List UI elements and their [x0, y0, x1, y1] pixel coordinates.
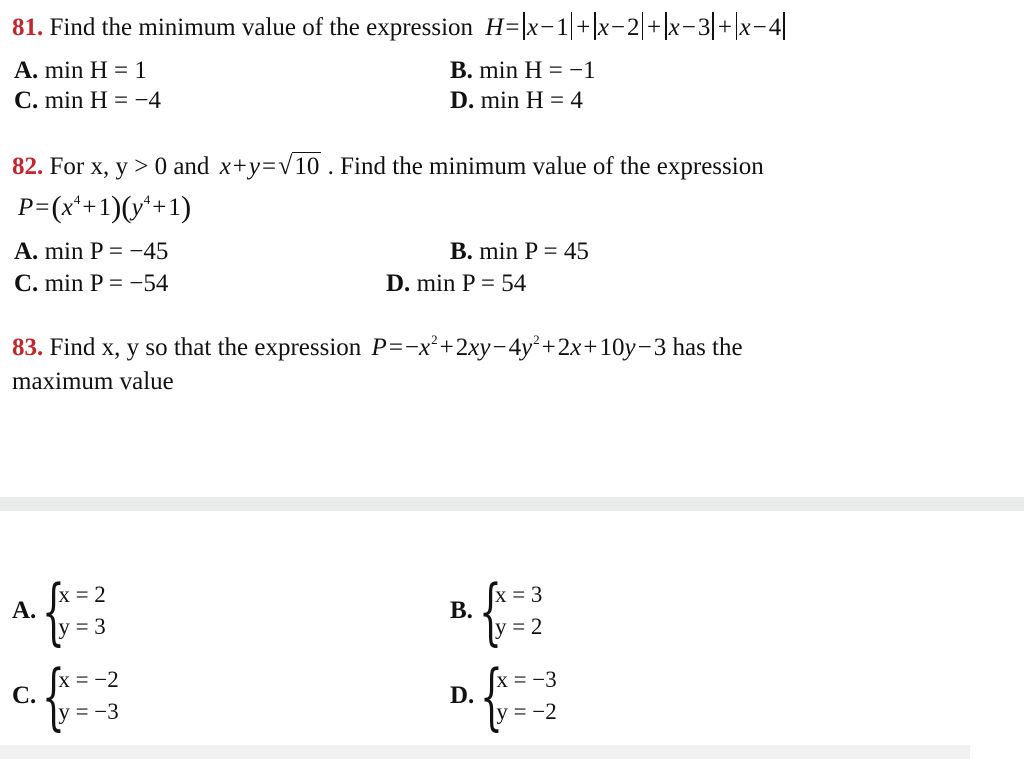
q83-option-b[interactable]: B. { x = 3 y = 2	[450, 569, 543, 653]
question-82-formula: $P=(x^4+1)(y^4+1)$	[18, 189, 192, 224]
q82-option-b[interactable]: B. min P = 45	[450, 238, 589, 265]
q83-option-d[interactable]: D. { x = −3 y = −2	[450, 654, 557, 738]
question-81-formula: H= x−1 + x−2 + x−3 + x−4	[485, 14, 786, 41]
question-82-stem	[12, 150, 764, 182]
q82-option-d[interactable]: D. min P = 54	[386, 270, 527, 297]
q81-option-d[interactable]: D. min H = 4	[450, 87, 583, 114]
q82-option-c[interactable]: C. min P = −54	[14, 270, 169, 297]
question-81-number: 81.	[12, 14, 44, 41]
q81-option-b[interactable]: B. min H = −1	[450, 57, 596, 84]
brace-icon: {	[42, 569, 66, 653]
question-81-text: Find the minimum value of the expression	[49, 14, 474, 41]
q83-option-c[interactable]: C. { x = −2 y = −3	[12, 654, 119, 738]
question-83-text-line2: maximum value	[12, 368, 174, 395]
q81-option-a[interactable]: A. min H = 1	[14, 57, 147, 84]
question-82-constraint: x+y=√10	[219, 151, 320, 180]
brace-icon: {	[478, 569, 502, 653]
question-83-stem	[12, 333, 743, 363]
bottom-strip	[0, 745, 970, 759]
question-83-text-before: Find x, y so that the expression	[49, 334, 362, 361]
question-81-stem	[12, 12, 787, 43]
q82-option-a[interactable]: A. min P = −45	[14, 238, 169, 265]
q83-option-a[interactable]: A. { x = 2 y = 3	[12, 569, 106, 653]
brace-icon: {	[480, 654, 504, 738]
brace-icon: {	[42, 654, 66, 738]
section-divider	[0, 497, 1024, 511]
question-82-text-before: For x, y > 0 and	[49, 153, 210, 180]
q81-option-c[interactable]: C. min H = −4	[14, 87, 161, 114]
question-83-number: 83.	[12, 334, 44, 361]
question-83-formula: $P=-x^2+2xy-4y^2+2x+10y-3$	[371, 332, 673, 361]
question-82-text-after: . Find the minimum value of the expression	[327, 153, 764, 180]
question-82-number: 82.	[12, 153, 44, 180]
question-83-text-after: has the	[672, 334, 743, 361]
